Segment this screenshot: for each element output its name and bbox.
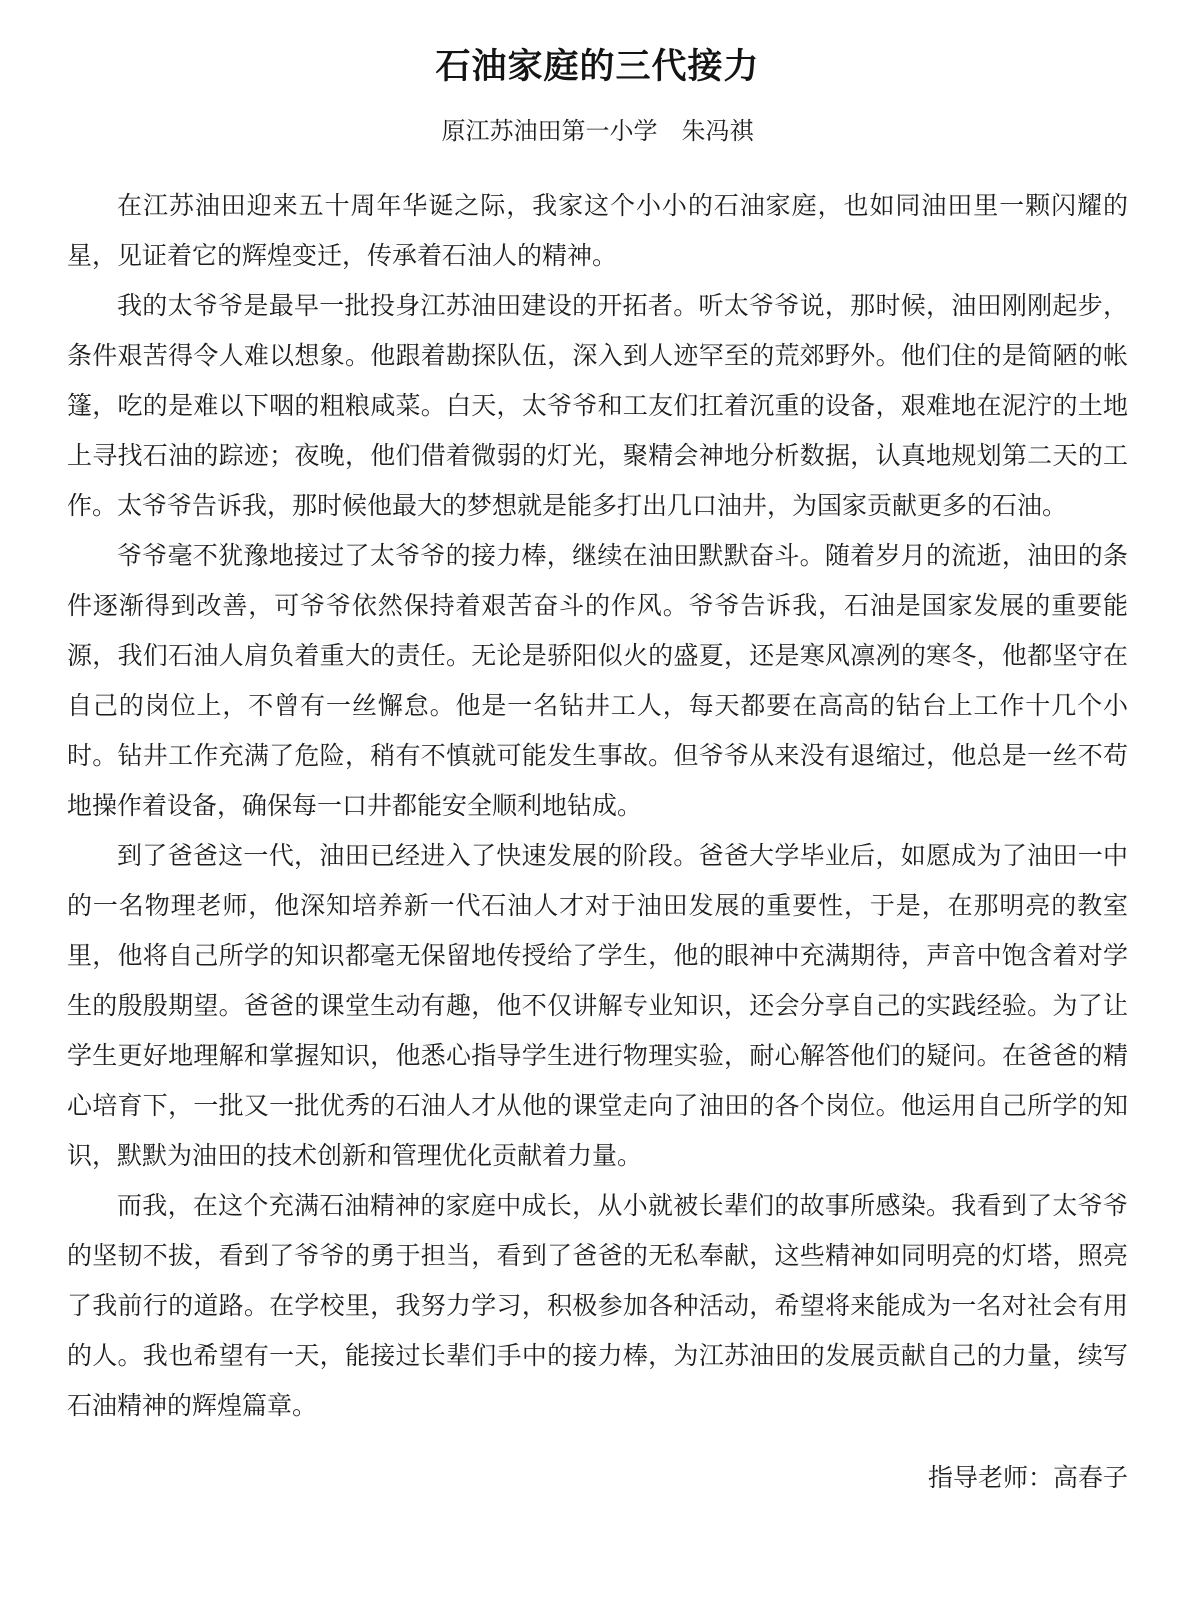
body-paragraph-5: 而我，在这个充满石油精神的家庭中成长，从小就被长辈们的故事所感染。我看到了太爷爷的坚韧不拔，看到了爷爷的勇于担当，看到了爸爸的无私奉献，这些精神如同明亮的灯塔，照亮了我前行的道路。在学校里，我努力学习，积极参加各种活动，希望将来能成为一名对社会有用的人。我也希望有一天，能接过长辈们手中的接力棒，为江苏油田的发展贡献自己的力量，续写石油精神的辉煌篇章。: [67, 1192, 1128, 1420]
body-paragraph-2: 我的太爷爷是最早一批投身江苏油田建设的开拓者。听太爷爷说，那时候，油田刚刚起步，条件艰苦得令人难以想象。他跟着勘探队伍，深入到人迹罕至的荒郊野外。他们住的是简陋的帐篷，吃的是难以下咽的粗粮咸菜。白天，太爷爷和工友们扛着沉重的设备，艰难地在泥泞的土地上寻找石油的踪迹；夜晚，他们借着微弱的灯光，聚精会神地分析数据，认真地规划第二天的工作。太爷爷告诉我，那时候他最大的梦想就是能多打出几口油井，为国家贡献更多的石油。: [67, 292, 1128, 520]
document-body: [67, 182, 1128, 1432]
instructor-credit: 指导老师：高春子: [927, 1464, 1128, 1492]
document-byline: 原江苏油田第一小学 朱冯祺: [441, 119, 754, 145]
body-paragraph-4: 到了爸爸这一代，油田已经进入了快速发展的阶段。爸爸大学毕业后，如愿成为了油田一中的一名物理老师，他深知培养新一代石油人才对于油田发展的重要性，于是，在那明亮的教室里，他将自己所学的知识都毫无保留地传授给了学生，他的眼神中充满期待，声音中饱含着对学生的殷殷期望。爸爸的课堂生动有趣，他不仅讲解专业知识，还会分享自己的实践经验。为了让学生更好地理解和掌握知识，他悉心指导学生进行物理实验，耐心解答他们的疑问。在爸爸的精心培育下，一批又一批优秀的石油人才从他的课堂走向了油田的各个岗位。他运用自己所学的知识，默默为油田的技术创新和管理优化贡献着力量。: [67, 842, 1128, 1170]
body-paragraph-1: 在江苏油田迎来五十周年华诞之际，我家这个小小的石油家庭，也如同油田里一颗闪耀的星，见证着它的辉煌变迁，传承着石油人的精神。: [67, 192, 1128, 270]
document-title: 石油家庭的三代接力: [435, 47, 760, 86]
body-paragraph-3: 爷爷毫不犹豫地接过了太爷爷的接力棒，继续在油田默默奋斗。随着岁月的流逝，油田的条件逐渐得到改善，可爷爷依然保持着艰苦奋斗的作风。爷爷告诉我，石油是国家发展的重要能源，我们石油人肩负着重大的责任。无论是骄阳似火的盛夏，还是寒风凛冽的寒冬，他都坚守在自己的岗位上，不曾有一丝懈怠。他是一名钻井工人，每天都要在高高的钻台上工作十几个小时。钻井工作充满了危险，稍有不慎就可能发生事故。但爷爷从来没有退缩过，他总是一丝不苟地操作着设备，确保每一口井都能安全顺利地钻成。: [67, 542, 1128, 820]
